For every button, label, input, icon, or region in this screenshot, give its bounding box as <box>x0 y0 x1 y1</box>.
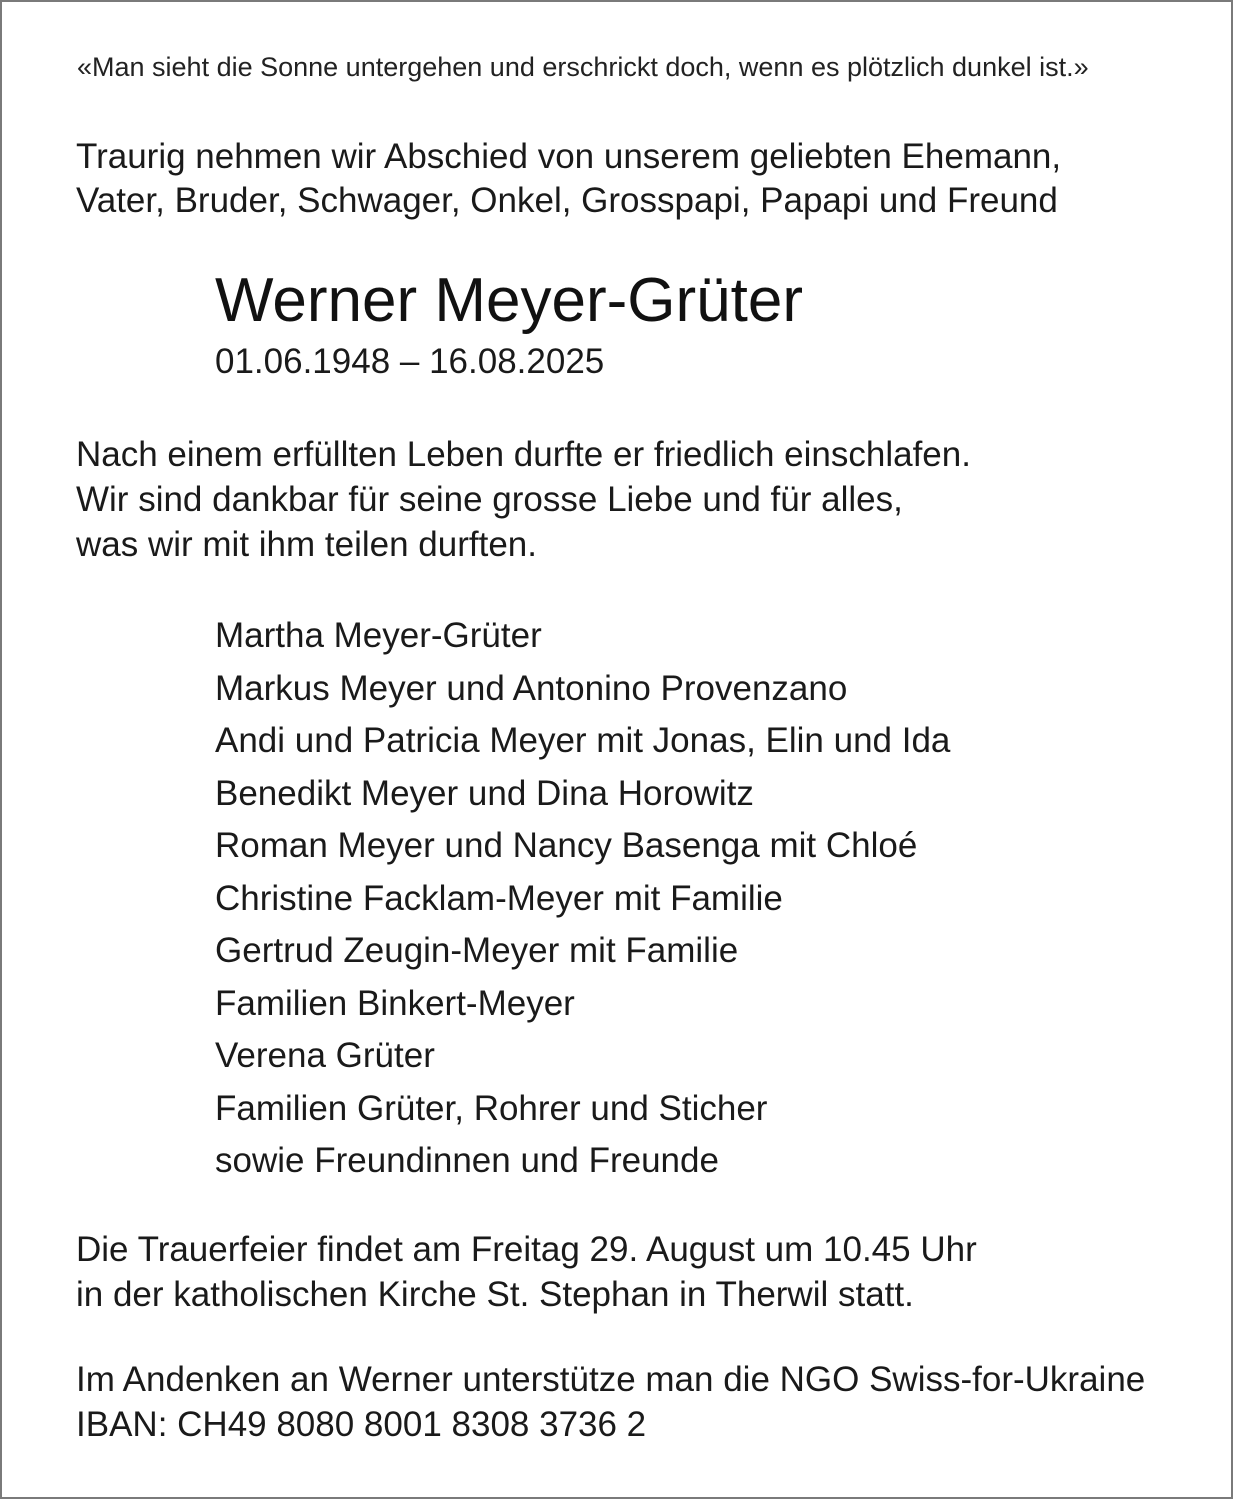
tribute-line-2: Wir sind dankbar für seine grosse Liebe und für alles, <box>76 480 903 519</box>
life-dates: 01.06.1948 – 16.08.2025 <box>215 342 605 381</box>
farewell-intro <box>76 135 1061 223</box>
intro-line-1: Traurig nehmen wir Abschied von unserem geliebten Ehemann, <box>76 137 1062 176</box>
memorial-quote: «Man sieht die Sonne untergehen und erschrickt doch, wenn es plötzlich dunkel ist.» <box>77 52 1089 82</box>
intro-line-2: Vater, Bruder, Schwager, Onkel, Grosspapi, Papapi und Freund <box>76 181 1058 220</box>
mourner-entry: Familien Binkert-Meyer <box>215 983 575 1023</box>
donation-line: Im Andenken an Werner unterstütze man die NGO Swiss-for-Ukraine <box>76 1360 1146 1399</box>
mourner-entry: Gertrud Zeugin-Meyer mit Familie <box>215 931 739 970</box>
tribute-text <box>76 432 971 567</box>
tribute-line-1: Nach einem erfüllten Leben durfte er friedlich einschlafen. <box>76 435 971 474</box>
mourners-list <box>215 610 950 1188</box>
deceased-name: Werner Meyer-Grüter <box>215 266 803 335</box>
mourner-entry: Markus Meyer und Antonino Provenzano <box>215 668 848 708</box>
mourner-entry: sowie Freundinnen und Freunde <box>215 1141 719 1180</box>
service-line-1: Die Trauerfeier findet am Freitag 29. August um 10.45 Uhr <box>76 1230 977 1269</box>
funeral-service-info <box>76 1227 977 1317</box>
tribute-line-3: was wir mit ihm teilen durften. <box>76 525 537 564</box>
donation-info <box>76 1357 1145 1447</box>
iban-line: IBAN: CH49 8080 8001 8308 3736 2 <box>76 1405 647 1444</box>
mourner-entry: Benedikt Meyer und Dina Horowitz <box>215 773 754 813</box>
mourner-entry: Christine Facklam-Meyer mit Familie <box>215 878 783 918</box>
mourner-entry: Familien Grüter, Rohrer und Sticher <box>215 1088 768 1128</box>
mourner-entry: Andi und Patricia Meyer mit Jonas, Elin und Ida <box>215 721 951 760</box>
mourner-entry: Martha Meyer-Grüter <box>215 616 542 655</box>
mourner-entry: Verena Grüter <box>215 1036 435 1075</box>
service-line-2: in der katholischen Kirche St. Stephan in Therwil statt. <box>76 1275 914 1314</box>
mourner-entry: Roman Meyer und Nancy Basenga mit Chloé <box>215 826 918 865</box>
